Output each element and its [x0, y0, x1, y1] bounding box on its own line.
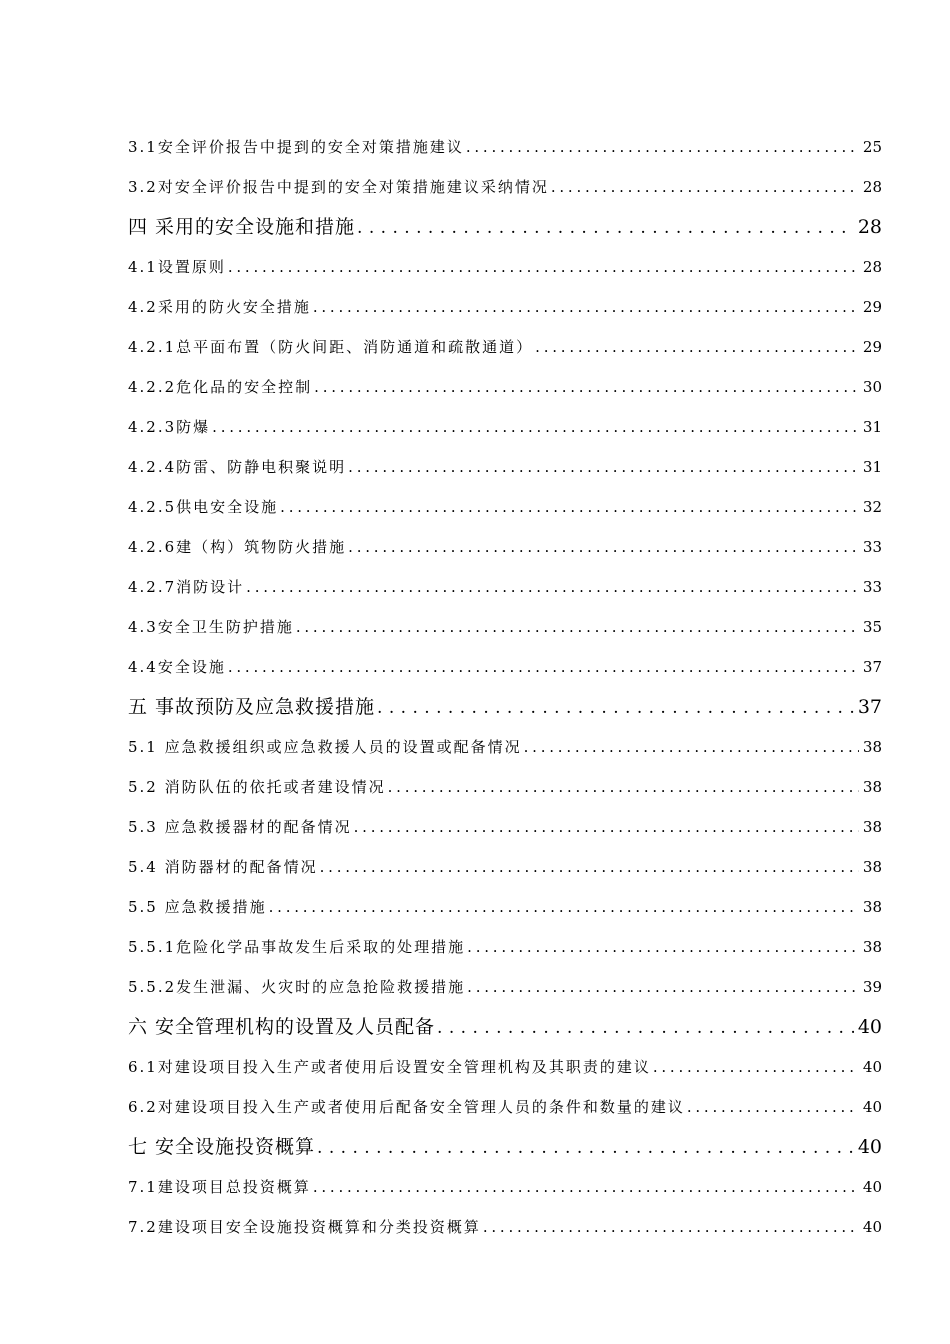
toc-entry-page-number: 38	[862, 778, 882, 796]
dot-leader	[212, 412, 859, 442]
toc-entry-page-number: 29	[862, 298, 882, 316]
dot-leader	[377, 693, 854, 723]
toc-entry[interactable]	[128, 532, 882, 572]
table-of-contents	[128, 132, 882, 1252]
toc-entry[interactable]	[128, 172, 882, 212]
dot-leader	[317, 1133, 854, 1163]
dot-leader	[483, 1212, 859, 1242]
toc-entry-title: 4.2.4防雷、防静电积聚说明	[128, 458, 347, 476]
toc-entry-title: 5.4 消防器材的配备情况	[128, 858, 318, 876]
dot-leader	[313, 1172, 859, 1202]
toc-entry-title: 7.1建设项目总投资概算	[128, 1178, 311, 1196]
toc-entry[interactable]	[128, 1212, 882, 1252]
toc-entry[interactable]	[128, 452, 882, 492]
toc-chapter-entry[interactable]	[128, 212, 882, 252]
dot-leader	[313, 292, 859, 322]
toc-entry[interactable]	[128, 412, 882, 452]
toc-entry-title: 四 采用的安全设施和措施	[128, 216, 356, 238]
toc-chapter-entry[interactable]	[128, 692, 882, 732]
dot-leader	[357, 213, 854, 243]
dot-leader	[348, 532, 859, 562]
toc-entry-title: 4.3安全卫生防护措施	[128, 618, 294, 636]
toc-entry-page-number: 40	[862, 1218, 882, 1236]
toc-entry-title: 4.2.2危化品的安全控制	[128, 378, 313, 396]
toc-entry[interactable]	[128, 132, 882, 172]
dot-leader	[320, 852, 859, 882]
dot-leader	[314, 372, 859, 402]
dot-leader	[687, 1092, 859, 1122]
dot-leader	[280, 492, 859, 522]
toc-entry-page-number: 37	[862, 658, 882, 676]
toc-entry-page-number: 40	[857, 1016, 882, 1038]
toc-entry-title: 5.2 消防队伍的依托或者建设情况	[128, 778, 386, 796]
toc-entry-page-number: 40	[862, 1098, 882, 1116]
toc-entry-title: 4.2.6建（构）筑物防火措施	[128, 538, 347, 556]
toc-entry[interactable]	[128, 732, 882, 772]
dot-leader	[466, 132, 859, 162]
toc-entry[interactable]	[128, 292, 882, 332]
toc-entry-title: 4.2.1总平面布置（防火间距、消防通道和疏散通道）	[128, 338, 534, 356]
toc-entry[interactable]	[128, 852, 882, 892]
dot-leader	[348, 452, 859, 482]
toc-entry-page-number: 33	[862, 538, 882, 556]
dot-leader	[467, 972, 859, 1002]
toc-entry-page-number: 38	[862, 898, 882, 916]
toc-entry-title: 5.5.2发生泄漏、火灾时的应急抢险救援措施	[128, 978, 466, 996]
toc-entry-title: 5.1 应急救援组织或应急救援人员的设置或配备情况	[128, 738, 522, 756]
toc-entry[interactable]	[128, 332, 882, 372]
toc-entry-page-number: 28	[862, 258, 882, 276]
toc-entry-page-number: 40	[862, 1058, 882, 1076]
toc-entry-page-number: 28	[862, 178, 882, 196]
toc-entry-page-number: 38	[862, 938, 882, 956]
dot-leader	[296, 612, 859, 642]
dot-leader	[551, 172, 859, 202]
toc-entry[interactable]	[128, 492, 882, 532]
toc-entry-title: 6.1对建设项目投入生产或者使用后设置安全管理机构及其职责的建议	[128, 1058, 651, 1076]
toc-entry-page-number: 25	[862, 138, 882, 156]
toc-entry-title: 3.1安全评价报告中提到的安全对策措施建议	[128, 138, 464, 156]
dot-leader	[354, 812, 859, 842]
toc-entry-page-number: 32	[862, 498, 882, 516]
toc-entry-page-number: 29	[862, 338, 882, 356]
toc-entry-page-number: 38	[862, 818, 882, 836]
toc-entry-page-number: 31	[862, 458, 882, 476]
toc-entry[interactable]	[128, 812, 882, 852]
toc-entry[interactable]	[128, 1052, 882, 1092]
toc-entry[interactable]	[128, 1172, 882, 1212]
toc-entry-title: 4.2.3防爆	[128, 418, 211, 436]
toc-chapter-entry[interactable]	[128, 1012, 882, 1052]
toc-entry[interactable]	[128, 972, 882, 1012]
toc-entry-title: 5.5 应急救援措施	[128, 898, 267, 916]
toc-entry-title: 4.1设置原则	[128, 258, 226, 276]
toc-entry-page-number: 38	[862, 858, 882, 876]
toc-entry-title: 4.2采用的防火安全措施	[128, 298, 311, 316]
dot-leader	[467, 932, 859, 962]
toc-entry-page-number: 31	[862, 418, 882, 436]
toc-entry-page-number: 39	[862, 978, 882, 996]
toc-entry[interactable]	[128, 932, 882, 972]
toc-entry[interactable]	[128, 572, 882, 612]
toc-entry-page-number: 38	[862, 738, 882, 756]
toc-entry-title: 4.4安全设施	[128, 658, 226, 676]
dot-leader	[269, 892, 859, 922]
toc-entry[interactable]	[128, 772, 882, 812]
toc-entry-page-number: 28	[857, 216, 882, 238]
toc-entry-title: 4.2.5供电安全设施	[128, 498, 279, 516]
toc-entry-title: 六 安全管理机构的设置及人员配备	[128, 1016, 436, 1038]
toc-entry-title: 五 事故预防及应急救援措施	[128, 696, 376, 718]
toc-entry-page-number: 40	[862, 1178, 882, 1196]
dot-leader	[228, 652, 859, 682]
toc-entry-title: 4.2.7消防设计	[128, 578, 245, 596]
dot-leader	[228, 252, 859, 282]
toc-entry[interactable]	[128, 892, 882, 932]
toc-entry[interactable]	[128, 652, 882, 692]
toc-entry-title: 七 安全设施投资概算	[128, 1136, 316, 1158]
toc-entry-page-number: 30	[862, 378, 882, 396]
toc-entry[interactable]	[128, 1092, 882, 1132]
toc-entry-title: 6.2对建设项目投入生产或者使用后配备安全管理人员的条件和数量的建议	[128, 1098, 685, 1116]
toc-entry-page-number: 35	[862, 618, 882, 636]
dot-leader	[524, 732, 859, 762]
toc-entry[interactable]	[128, 252, 882, 292]
toc-entry[interactable]	[128, 612, 882, 652]
toc-entry-title: 5.5.1危险化学品事故发生后采取的处理措施	[128, 938, 466, 956]
toc-entry-title: 5.3 应急救援器材的配备情况	[128, 818, 352, 836]
toc-entry-title: 7.2建设项目安全设施投资概算和分类投资概算	[128, 1218, 481, 1236]
dot-leader	[535, 332, 859, 362]
dot-leader	[437, 1013, 854, 1043]
toc-chapter-entry[interactable]	[128, 1132, 882, 1172]
dot-leader	[388, 772, 859, 802]
toc-entry[interactable]	[128, 372, 882, 412]
toc-entry-page-number: 33	[862, 578, 882, 596]
toc-entry-page-number: 37	[857, 696, 882, 718]
dot-leader	[653, 1052, 859, 1082]
toc-entry-page-number: 40	[857, 1136, 882, 1158]
toc-entry-title: 3.2对安全评价报告中提到的安全对策措施建议采纳情况	[128, 178, 549, 196]
dot-leader	[246, 572, 859, 602]
